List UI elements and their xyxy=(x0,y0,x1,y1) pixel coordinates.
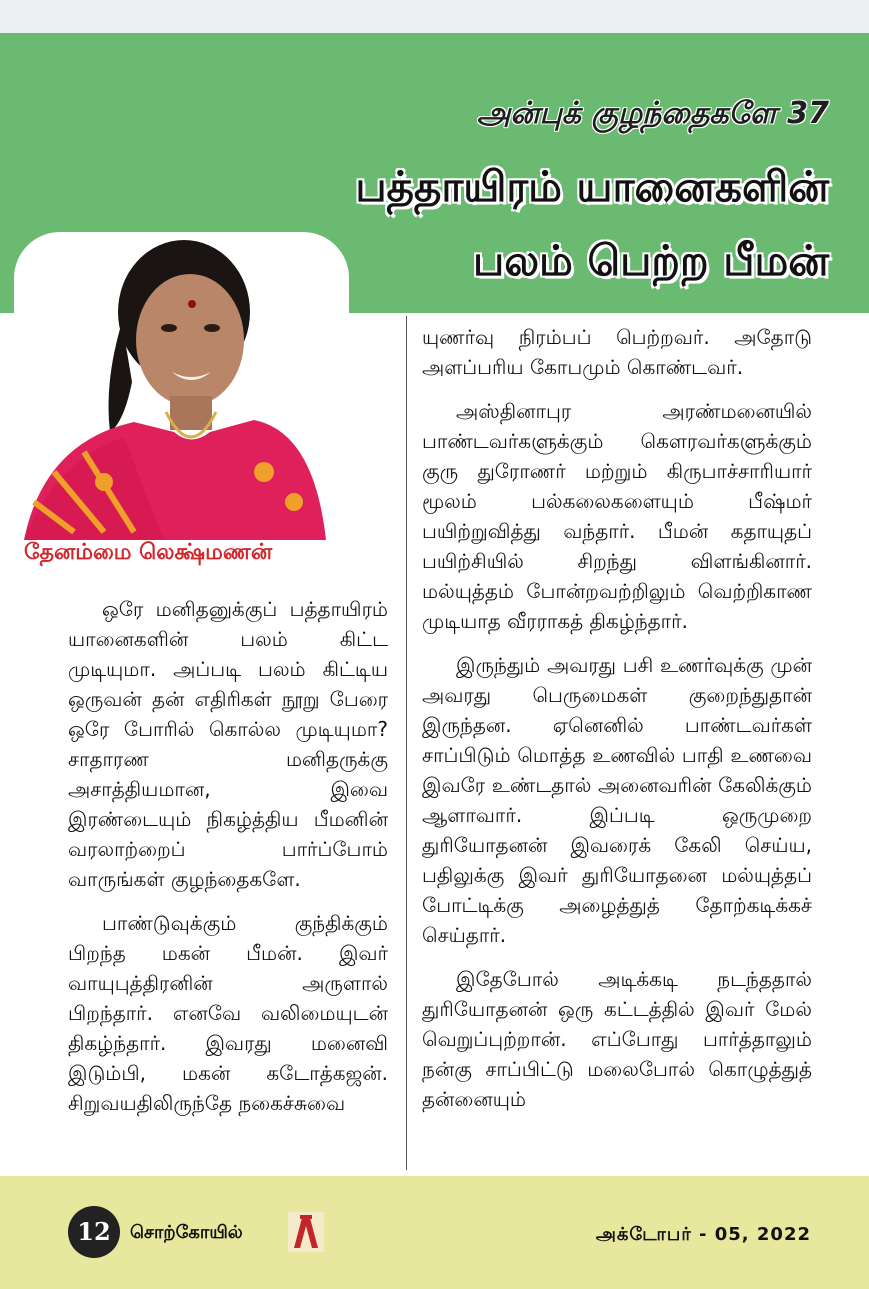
article-title-line-2: பலம் பெற்ற பீமன் xyxy=(472,236,829,285)
article-column-left xyxy=(68,594,388,1132)
paragraph: ஒரே மனிதனுக்குப் பத்தாயிரம் யானைகளின் பலம் கிட்ட முடியுமா. அப்படி பலம் கிட்டிய ஒருவன் தன் எதிரிகள் நூறு பேரை ஒரே போரில் கொல்ல முடியுமா? சாதாரண மனிதருக்கு அசாத்தியமான, இவை இரண்டையும் நிகழ்த்திய பீமனின் வரலாற்றைப் பார்ப்போம் வாருங்கள் குழந்தைகளே. xyxy=(68,597,388,891)
top-strip xyxy=(0,0,869,33)
issue-date: அக்டோபர் - 05, 2022 xyxy=(595,1224,811,1245)
author-photo-card xyxy=(14,232,349,540)
column-divider xyxy=(406,316,407,1170)
paragraph: அஸ்தினாபுர அரண்மனையில் பாண்டவர்களுக்கும் கௌரவர்களுக்கும் குரு துரோணர் மற்றும் கிருபாச்சாரியார் மூலம் பல்கலைகளையும் பீஷ்மர் பயிற்றுவித்து வந்தார். பீமன் கதாயுதப் பயிற்சியில் சிறந்து விளங்கினார். மல்யுத்தம் போன்றவற்றிலும் வெற்றிகாண முடியாத வீரராகத் திகழ்ந்தார். xyxy=(422,399,812,633)
paragraph: இருந்தும் அவரது பசி உணர்வுக்கு முன் அவரது பெருமைகள் குறைந்துதான் இருந்தன. ஏனெனில் பாண்டவர்கள் சாப்பிடும் மொத்த உணவில் பாதி உணவை இவரே உண்டதால் அனைவரின் கேலிக்கும் ஆளாவார். இப்படி ஒருமுறை துரியோதனன் இவரைக் கேலி செய்ய, பதிலுக்கு இவர் துரியோதனை மல்யுத்தப் போட்டிக்கு அழைத்துத் தோற்கடிக்கச் செய்தார். xyxy=(422,653,812,947)
article-column-right xyxy=(422,322,812,1128)
series-title: அன்புக் குழந்தைகளே 37 xyxy=(477,96,829,131)
magazine-name: சொற்கோயில் xyxy=(130,1222,243,1243)
article-title-line-1: பத்தாயிரம் யானைகளின் xyxy=(355,162,829,211)
paragraph: யுணர்வு நிரம்பப் பெற்றவர். அதோடு அளப்பரிய கோபமும் கொண்டவர். xyxy=(422,325,812,379)
paragraph: இதேபோல் அடிக்கடி நடந்ததால் துரியோதனன் ஒரு கட்டத்தில் இவர் மேல் வெறுப்புற்றான். எப்போது பார்த்தாலும் நன்கு சாப்பிட்டு மலைபோல் கொழுத்துத் தன்னையும் xyxy=(422,967,812,1111)
temple-logo-icon xyxy=(288,1212,324,1252)
paragraph: பாண்டுவுக்கும் குந்திக்கும் பிறந்த மகன் பீமன். இவர் வாயுபுத்திரனின் அருளால் பிறந்தார். எனவே வலிமையுடன் திகழ்ந்தார். இவரது மனைவி இடும்பி, மகன் கடோத்கஜன். சிறுவயதிலிருந்தே நகைச்சுவை xyxy=(68,911,388,1115)
author-name: தேனம்மை லெக்ஷ்மணன் xyxy=(24,540,273,565)
page-number: 12 xyxy=(68,1206,120,1258)
author-photo xyxy=(14,232,349,540)
